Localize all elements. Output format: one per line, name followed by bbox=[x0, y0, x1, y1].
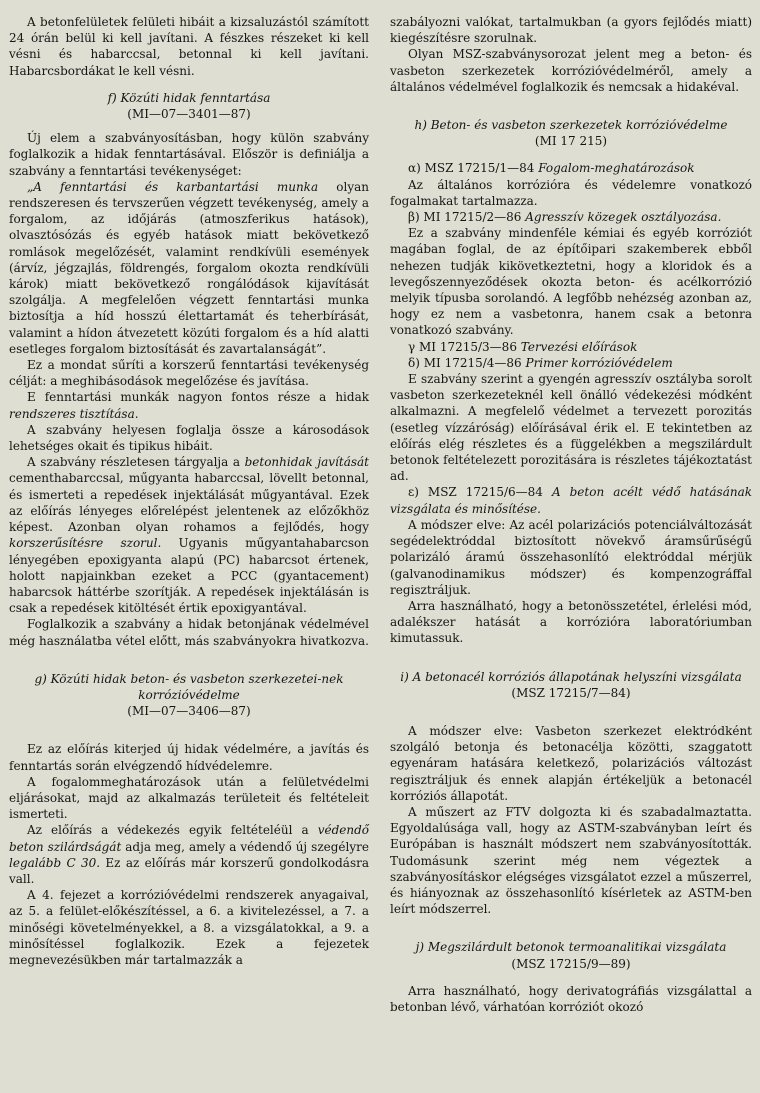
section-g-heading bbox=[9, 671, 369, 720]
section-i-code: (MSZ 17215/7—84) bbox=[511, 685, 631, 700]
section-i-paragraph-2: A műszert az FTV dolgozta ki és szabadalmaztatta. Egyoldalúsága vall, hogy az ASTM-szabványban leírt és Európában is használt módszert nem szabványosították. Tudomásunk szerint még nem végeztek a szabványosításkor elégséges vizsgálatot ezzel a műszerrel, és hiányoznak az összehasonlító kísérletek az ASTM-ben leírt módszerrel. bbox=[390, 804, 752, 917]
section-f-p5-text-b: cementhabarccsal, műgyanta habarccsal, lövellt betonnal, és ismerteti a repedések injektálását műgyantával. Ezek az előírás lényeges előrelépést jelentenek az előzőkhöz képest. Azonban olyan rohamos a fejlődés, hogy bbox=[9, 471, 369, 535]
section-f-p5-text-a: A szabvány részletesen tárgyalja a bbox=[27, 455, 245, 470]
section-f-quote-rest: olyan rendszeresen és tervszerűen végzett tevékenység, amely a forgalom, az időjárás (atmoszferikus hatások), olvasztósózás és egyéb hatások miatt bekövetkező romlások megelőzését, valamint rendkívüli események (árvíz, jégzajlás, földrengés, forgalom okozta rendkívüli károk) miatt bekövetkező rongálódások kijavítását szolgálja. A megfelelően végzett fenntartási munka biztosítja a híd hosszú élettartamát és teherbírását, valamint a hídon átvezetett közúti forgalom és a híd alatti esetleges forgalom biztosítását és zavartalanságát”. bbox=[9, 179, 370, 356]
section-f-quote bbox=[9, 179, 369, 357]
section-g-code: (MI—07—3406—87) bbox=[127, 704, 251, 719]
section-g-p3-em-1: védendő beton szilárdságát bbox=[9, 823, 369, 854]
item-epsilon-label: ε) MSZ 17215/6—84 bbox=[408, 485, 552, 500]
section-f-p3-em: rendszeres tisztítása bbox=[9, 406, 135, 421]
section-i-paragraph-1: A módszer elve: Vasbeton szerkezet elektródként szolgáló betonja és betonacélja közötti, szaggatott egyenáram hatására keletkező, polarizációs változást regisztráljuk és ennek alapján értékeljük a betonacél korróziós állapotát. bbox=[390, 723, 752, 803]
right-top-paragraph-1: szabályozni valókat, tartalmukban (a gyors fejlődés miatt) kiegészítésre szorulnak. bbox=[390, 15, 752, 46]
section-h-heading bbox=[390, 117, 752, 149]
section-f-paragraph-5 bbox=[9, 454, 369, 616]
section-f-p5-text-c: . Ugyanis műgyantahabarcson lényegében epoxigyanta alapú (PC) habarcsot értenek, holott napjainkban ezeket a PCC (gyantacement) habarcsok háttérbe szorítják. A repedések injektálásán is csak a repedések kitöltését értik epoxigyantával. bbox=[9, 536, 369, 616]
item-alpha-label: α) MSZ 17215/1—84 bbox=[408, 161, 539, 176]
right-top-paragraph-2: Olyan MSZ-szabványsorozat jelent meg a beton- és vasbeton szerkezetek korrózióvédelméről, amely a általános védelmével foglalkozik és nemcsak a hidakéval. bbox=[390, 47, 752, 94]
item-gamma-label: γ MI 17215/3—86 bbox=[408, 339, 521, 354]
section-f-title: f) Közúti hidak fenntartása bbox=[107, 90, 271, 105]
section-h-title: h) Beton- és vasbeton szerkezetek korrózióvédelme bbox=[414, 118, 728, 133]
section-g-p3-text-a: Az előírás a védekezés egyik feltételéül a bbox=[27, 823, 318, 838]
section-h-item-beta bbox=[390, 209, 752, 225]
section-i-heading bbox=[390, 669, 752, 701]
section-h-item-delta bbox=[390, 355, 752, 371]
section-h-item-alpha bbox=[390, 160, 752, 176]
item-gamma-title: Tervezési előírások bbox=[520, 339, 638, 354]
section-h-item-epsilon-text-2: Arra használható, hogy a betonösszetétel, érlelési mód, adalékszer hatását a korrózióra laboratóriumban kimutassuk. bbox=[390, 598, 752, 646]
section-g-paragraph-1: Ez az előírás kiterjed új hidak védelmére, a javítás és fenntartás során elvégzendő hídvédelemre. bbox=[9, 742, 369, 773]
section-f-paragraph-2: Ez a mondat sűríti a korszerű fenntartási tevékenység célját: a meghibásodások megelőzése és javítása. bbox=[9, 358, 369, 389]
right-column bbox=[390, 14, 752, 1015]
section-h-item-delta-text: E szabvány szerint a gyengén agresszív osztályba sorolt vasbeton szerkezeteknél kell önálló védekezési módként alkalmazni. A megfelelő védelmet a tervezett porozitás (esetleg vízzáróság) előírásával érik el. E tekintetben az előírás elég részletes és a függelékben a megszilárdult betonok feltételezett porozitására is részletes tájékoztatást ad. bbox=[390, 372, 752, 484]
section-h-item-gamma bbox=[390, 339, 752, 355]
section-f-paragraph-3 bbox=[9, 389, 369, 421]
section-j-code: (MSZ 17215/9—89) bbox=[511, 956, 631, 971]
section-g-p3-text-b: adja meg, amely a védendő új szegélyre bbox=[121, 839, 369, 854]
section-g-paragraph-2: A fogalommeghatározások után a felületvédelmi eljárásokat, majd az alkalmazás területeit és feltételeit ismerteti. bbox=[9, 774, 369, 822]
section-j-title: j) Megszilárdult betonok termoanalitikai vizsgálata bbox=[415, 940, 727, 955]
section-f-p3-text-a: E fenntartási munkák nagyon fontos része a hidak bbox=[27, 390, 369, 405]
section-g-title: g) Közúti hidak beton- és vasbeton szerkezetei-nek korrózióvédelme bbox=[34, 671, 344, 702]
section-f-paragraph-6: Foglalkozik a szabvány a hidak betonjának védelmével még használatba vétel előtt, más szabványokra hivatkozva. bbox=[9, 617, 369, 648]
section-g-p3-text-c: Ez az előírás már korszerű gondolkodásra vall. bbox=[9, 855, 369, 886]
section-f-code: (MI—07—3401—87) bbox=[127, 107, 251, 122]
section-f-p5-em-1: betonhidak javítását bbox=[244, 455, 369, 470]
item-delta-label: δ) MI 17215/4—86 bbox=[408, 355, 526, 370]
item-delta-title: Primer korrózióvédelem bbox=[525, 355, 673, 370]
section-h-item-epsilon-text-1: A módszer elve: Az acél polarizációs potenciálváltozását segédelektróddal biztosított növekvő áramsűrűségű polarizáló áramú összehasonlító elektróddal mérjük (galvanodinamikus módszer) és kompenzográffal regisztráljuk. bbox=[390, 517, 752, 597]
section-f-quote-em: „A fenntartási és karbantartási munka bbox=[27, 179, 319, 194]
section-g-paragraph-4: A 4. fejezet a korrózióvédelmi rendszerek anyagaival, az 5. a felület-előkészítéssel, a 6. a kivitelezéssel, a 7. a minőségi követelményekkel, a 8. a vizsgálatokkal, a 9. a minősítéssel foglalkozik. Ezek a fejezetek megnevezésükben már tartalmazzák a bbox=[9, 888, 369, 967]
item-beta-title: Agresszív közegek osztályozása. bbox=[525, 210, 722, 225]
section-f-paragraph-1: Új elem a szabványosításban, hogy külön szabvány foglalkozik a hidak fenntartásával. Először is definiálja a szabvány a fenntartási tevékenységet: bbox=[9, 131, 369, 178]
section-i-title: i) A betonacél korróziós állapotának helyszíni vizsgálata bbox=[400, 669, 742, 684]
section-j-heading bbox=[390, 939, 752, 971]
left-column bbox=[9, 14, 369, 968]
section-g-p3-em-2: legalább C 30. bbox=[9, 855, 101, 870]
item-beta-label: β) MI 17215/2—86 bbox=[408, 210, 526, 225]
section-f-heading bbox=[9, 90, 369, 122]
section-f-p5-em-2: korszerűsítésre szorul bbox=[9, 536, 158, 551]
section-h-item-beta-text: Ez a szabvány mindenféle kémiai és egyéb korróziót magában foglal, de az építőipari szakemberek ebből nehezen tudják kikövetkeztetni, hogy a kloridok és a levegőszennyeződések okozta beton- és acélkorrózió melyik típusba sorolandó. A legfőbb nehézség azonban az, hogy ez nem a vasbetonra, hanem csak a betonra vonatkozó szabvány. bbox=[390, 226, 752, 338]
intro-paragraph: A betonfelületek felületi hibáit a kizsaluzástól számított 24 órán belül ki kell javítani. A fészkes részeket ki kell vésni és habarccsal, betonnal ki kell javítani. Habarcsbordákat le kell vésni. bbox=[9, 15, 369, 78]
item-alpha-title: Fogalom-meghatározások bbox=[538, 161, 695, 176]
section-h-item-alpha-text: Az általános korrózióra és védelemre vonatkozó fogalmakat tartalmazza. bbox=[390, 177, 752, 208]
item-epsilon-title: A beton acélt védő hatásának vizsgálata és minősítése. bbox=[390, 485, 753, 516]
section-h-item-epsilon bbox=[390, 484, 752, 516]
section-f-paragraph-4: A szabvány helyesen foglalja össze a károsodások lehetséges okait és tipikus hibáit. bbox=[9, 422, 369, 454]
section-h-code: (MI 17 215) bbox=[534, 134, 608, 149]
section-j-paragraph-1: Arra használható, hogy derivatográfiás vizsgálattal a betonban lévő, várhatóan korróziót okozó bbox=[390, 983, 752, 1014]
section-g-paragraph-3 bbox=[9, 822, 369, 887]
section-f-p3-text-b: . bbox=[134, 406, 139, 421]
